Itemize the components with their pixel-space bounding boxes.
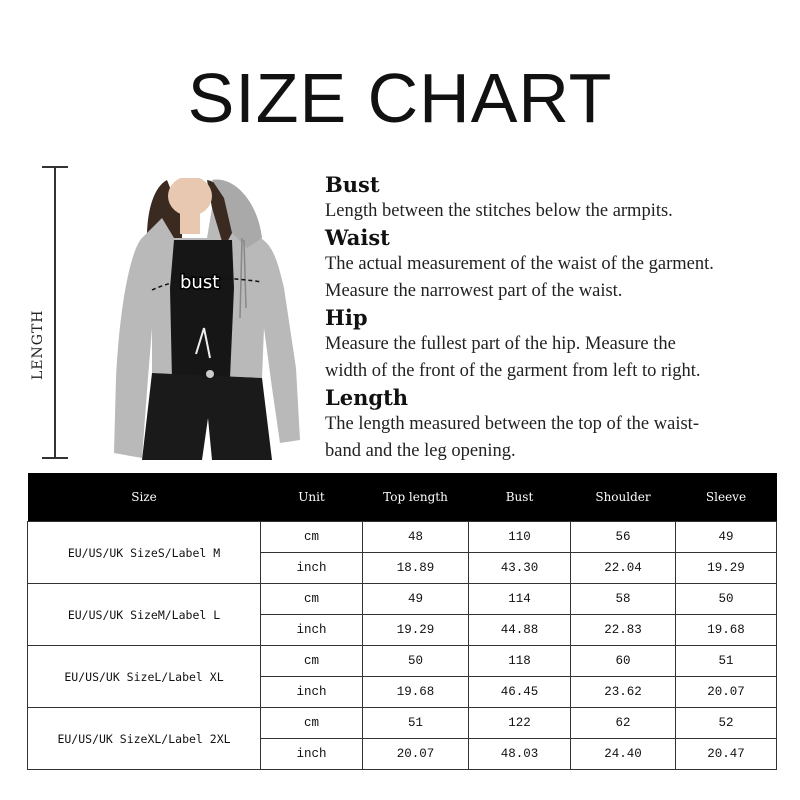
model-photo xyxy=(112,178,302,460)
value-cell: 23.62 xyxy=(571,677,676,708)
value-cell: 48 xyxy=(363,522,469,553)
length-label: LENGTH xyxy=(30,309,46,381)
value-cell: 60 xyxy=(571,646,676,677)
value-cell: 56 xyxy=(571,522,676,553)
value-cell: 22.04 xyxy=(571,553,676,584)
unit-cell: inch xyxy=(261,615,363,646)
column-header: Sleeve xyxy=(676,473,777,522)
value-cell: 52 xyxy=(676,708,777,739)
definition-term: Waist xyxy=(325,225,390,250)
column-header: Bust xyxy=(469,473,571,522)
value-cell: 22.83 xyxy=(571,615,676,646)
value-cell: 114 xyxy=(469,584,571,615)
unit-cell: cm xyxy=(261,708,363,739)
value-cell: 46.45 xyxy=(469,677,571,708)
unit-cell: cm xyxy=(261,646,363,677)
size-label-cell: EU/US/UK SizeL/Label XL xyxy=(28,646,261,708)
column-header: Size xyxy=(28,473,261,522)
definition-text: The actual measurement of the waist of the garment. xyxy=(325,254,714,274)
value-cell: 19.68 xyxy=(363,677,469,708)
value-cell: 110 xyxy=(469,522,571,553)
page-title: SIZE CHART xyxy=(187,59,613,137)
definition-text: Measure the fullest part of the hip. Measure the xyxy=(325,334,676,354)
length-line xyxy=(54,167,56,458)
value-cell: 19.68 xyxy=(676,615,777,646)
definition-term: Length xyxy=(325,385,409,410)
unit-cell: inch xyxy=(261,739,363,770)
value-cell: 18.89 xyxy=(363,553,469,584)
unit-cell: inch xyxy=(261,677,363,708)
value-cell: 51 xyxy=(363,708,469,739)
definition-text: Length between the stitches below the armpits. xyxy=(325,201,673,221)
value-cell: 49 xyxy=(676,522,777,553)
value-cell: 62 xyxy=(571,708,676,739)
size-label-cell: EU/US/UK SizeM/Label L xyxy=(28,584,261,646)
unit-cell: inch xyxy=(261,553,363,584)
unit-cell: cm xyxy=(261,522,363,553)
value-cell: 20.07 xyxy=(676,677,777,708)
definition-text: band and the leg opening. xyxy=(325,441,516,461)
table-header-row xyxy=(28,473,777,522)
definition-text: width of the front of the garment from left to right. xyxy=(325,361,701,381)
definition-hip xyxy=(325,305,795,385)
size-table xyxy=(27,473,777,770)
definition-text: The length measured between the top of the waist- xyxy=(325,414,699,434)
measurement-definitions xyxy=(325,172,795,465)
value-cell: 20.07 xyxy=(363,739,469,770)
definition-waist xyxy=(325,225,795,305)
value-cell: 48.03 xyxy=(469,739,571,770)
definition-term: Hip xyxy=(325,305,368,330)
value-cell: 118 xyxy=(469,646,571,677)
value-cell: 122 xyxy=(469,708,571,739)
value-cell: 43.30 xyxy=(469,553,571,584)
definition-term: Bust xyxy=(325,172,380,197)
definition-bust xyxy=(325,172,795,225)
size-label-cell: EU/US/UK SizeS/Label M xyxy=(28,522,261,584)
bust-label: bust xyxy=(180,272,220,293)
length-dimension-indicator xyxy=(30,165,80,460)
value-cell: 19.29 xyxy=(676,553,777,584)
value-cell: 58 xyxy=(571,584,676,615)
length-cap-bottom xyxy=(42,457,68,459)
value-cell: 44.88 xyxy=(469,615,571,646)
definition-text: Measure the narrowest part of the waist. xyxy=(325,281,623,301)
table-row xyxy=(28,522,777,553)
value-cell: 19.29 xyxy=(363,615,469,646)
definition-length xyxy=(325,385,795,465)
column-header: Shoulder xyxy=(571,473,676,522)
value-cell: 24.40 xyxy=(571,739,676,770)
value-cell: 20.47 xyxy=(676,739,777,770)
value-cell: 51 xyxy=(676,646,777,677)
table-row xyxy=(28,708,777,739)
value-cell: 50 xyxy=(676,584,777,615)
column-header: Top length xyxy=(363,473,469,522)
value-cell: 50 xyxy=(363,646,469,677)
table-row xyxy=(28,646,777,677)
unit-cell: cm xyxy=(261,584,363,615)
column-header: Unit xyxy=(261,473,363,522)
value-cell: 49 xyxy=(363,584,469,615)
size-label-cell: EU/US/UK SizeXL/Label 2XL xyxy=(28,708,261,770)
table-row xyxy=(28,584,777,615)
